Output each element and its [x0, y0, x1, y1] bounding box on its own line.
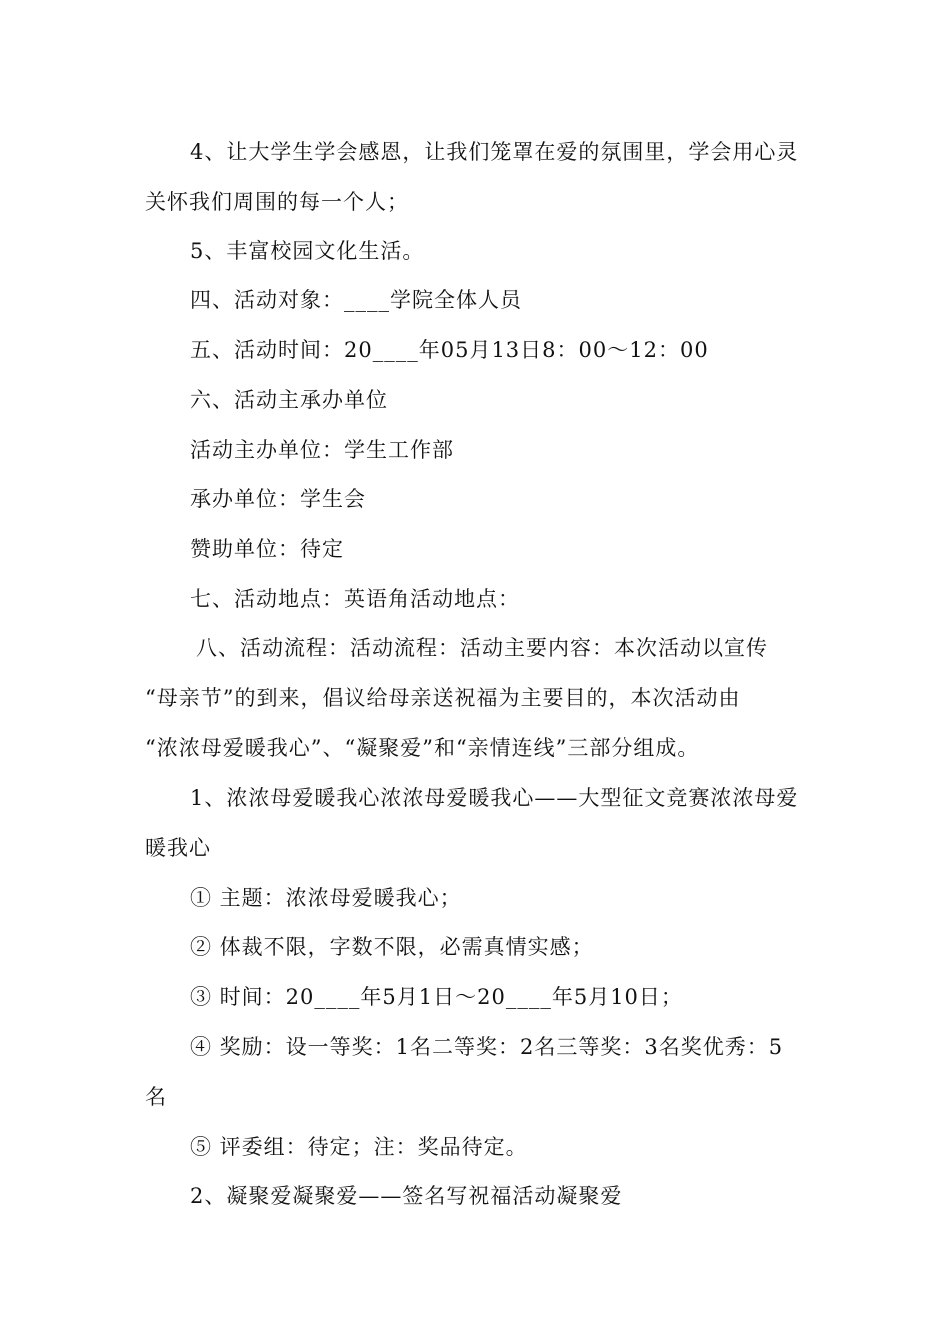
text-line-14: 1、浓浓母爱暖我心浓浓母爱暖我心——大型征文竞赛浓浓母爱 [190, 786, 799, 810]
text-line-2: 关怀我们周围的每一个人； [145, 190, 409, 214]
text-line-22: 2、凝聚爱凝聚爱——签名写祝福活动凝聚爱 [190, 1184, 623, 1208]
text-line-3: 5、丰富校园文化生活。 [190, 239, 425, 263]
text-line-9: 赞助单位：待定 [190, 537, 344, 561]
text-line-17: ② 体裁不限，字数不限，必需真情实感； [190, 935, 594, 959]
text-line-6: 六、活动主承办单位 [190, 388, 388, 412]
text-line-21: ⑤ 评委组：待定；注：奖品待定。 [190, 1135, 528, 1159]
text-line-12: “母亲节”的到来，倡议给母亲送祝福为主要目的，本次活动由 [145, 686, 741, 710]
text-line-15: 暖我心 [145, 836, 211, 860]
text-line-4: 四、活动对象：____学院全体人员 [190, 288, 522, 312]
text-line-18: ③ 时间：20____年5月1日～20____年5月10日； [190, 985, 683, 1009]
text-line-16: ① 主题：浓浓母爱暖我心； [190, 886, 462, 910]
text-line-11: 八、活动流程：活动流程：活动主要内容：本次活动以宣传 [196, 636, 768, 660]
text-line-20: 名 [145, 1085, 167, 1109]
text-line-8: 承办单位：学生会 [190, 487, 366, 511]
text-line-1: 4、让大学生学会感恩，让我们笼罩在爱的氛围里，学会用心灵 [190, 140, 799, 164]
text-line-13: “浓浓母爱暖我心”、“凝聚爱”和“亲情连线”三部分组成。 [145, 736, 700, 760]
text-line-10: 七、活动地点：英语角活动地点： [190, 587, 520, 611]
text-line-19: ④ 奖励：设一等奖：1名二等奖：2名三等奖：3名奖优秀：5 [190, 1035, 784, 1059]
text-line-5: 五、活动时间：20____年05月13日8：00～12：00 [190, 338, 709, 362]
text-line-7: 活动主办单位：学生工作部 [190, 438, 454, 462]
